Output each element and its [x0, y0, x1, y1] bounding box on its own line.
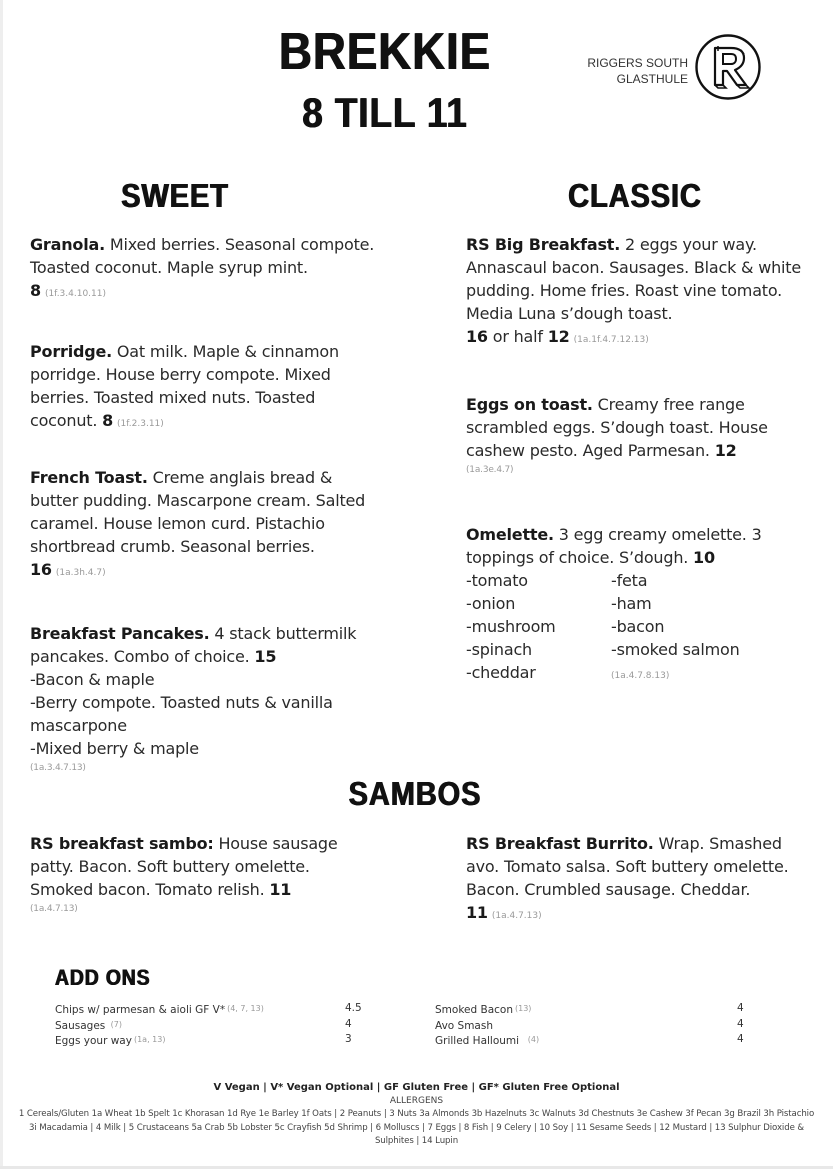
item-name: RS Breakfast Burrito.: [466, 834, 654, 853]
addon-name: Smoked Bacon: [435, 1004, 513, 1016]
menu-item-rs-big-breakfast: [466, 233, 811, 352]
item-price: 11: [269, 880, 292, 899]
menu-item-breakfast-pancakes: [30, 622, 375, 776]
topping-option: -ham: [611, 594, 652, 613]
item-allergens: (1a.3h.4.7): [55, 568, 106, 578]
addons-list-left: [55, 1001, 362, 1048]
addon-allergens: (1a, 13): [133, 1035, 166, 1044]
section-heading-sweet: SWEET: [121, 177, 229, 214]
item-name: Breakfast Pancakes.: [30, 624, 210, 643]
brand-line-2: GLASTHULE: [616, 72, 688, 86]
menu-item-omelette: [466, 523, 811, 688]
item-allergens: (1a.4.7.13): [491, 911, 542, 921]
menu-item-porridge: [30, 340, 375, 436]
page-edge-left: [0, 0, 3, 1169]
price-connector: or half: [487, 327, 548, 346]
combo-option: -Berry compote. Toasted nuts & vanilla mascarpone: [30, 693, 333, 735]
topping-option: -bacon: [611, 617, 665, 636]
item-price: 8: [30, 281, 41, 300]
topping-option: -tomato: [466, 571, 528, 590]
allergens-list: 1 Cereals/Gluten 1a Wheat 1b Spelt 1c Khorasan 1d Rye 1e Barley 1f Oats | 2 Peanuts | 3 Nuts 3a Almonds 3b Hazelnuts 3c Walnuts 3d Chestnuts 3e Cashew 3f Pecan 3g Brazil 3h Pistachio 3i Macadamia | 4 Milk | 5 Crustaceans 5a Crab 5b Lobster 5c Crayfish 5d Shrimp | 6 Molluscs | 7 Eggs | 8 Fish | 9 Celery | 10 Soy | 11 Sesame Seeds | 12 Mustard | 13 Sulphur Dioxide & Sulphites | 14 Lupin: [18, 1109, 815, 1146]
addon-row: [435, 1017, 745, 1033]
item-price: 11: [466, 903, 488, 922]
combo-option: -Mixed berry & maple: [30, 739, 199, 758]
item-price-half: 12: [547, 327, 570, 346]
addon-name: Sausages: [55, 1019, 106, 1032]
addon-allergens: (4, 7, 13): [227, 1004, 264, 1013]
menu-item-rs-breakfast-burrito: [466, 832, 811, 928]
topping-option: -spinach: [466, 640, 532, 659]
topping-option: -smoked salmon: [611, 640, 740, 659]
topping-option: -cheddar: [466, 663, 536, 682]
addon-name: Eggs your way: [55, 1035, 132, 1047]
item-price: 16: [30, 560, 52, 579]
section-heading-sambos: SAMBOS: [348, 775, 482, 812]
menu-footer: [0, 1081, 833, 1149]
item-allergens: (1f.2.3.11): [117, 419, 164, 429]
item-description: 4 stack buttermilk pancakes. Combo of choice.: [30, 624, 357, 666]
section-heading-addons: ADD ONS: [55, 965, 151, 990]
section-heading-classic: CLASSIC: [568, 177, 702, 214]
item-name: French Toast.: [30, 468, 148, 487]
combo-option: -Bacon & maple: [30, 670, 155, 689]
item-allergens: (1a.3e.4.7): [466, 465, 514, 475]
item-allergens: (1a.4.7.8.13): [611, 671, 670, 681]
menu-item-granola: [30, 233, 375, 306]
item-name: Granola.: [30, 235, 105, 254]
addon-row: [435, 1032, 745, 1048]
addon-row: [435, 1001, 745, 1017]
item-name: Omelette.: [466, 525, 554, 544]
item-description: Wrap. Smashed avo. Tomato salsa. Soft buttery omelette. Bacon. Crumbled sausage. Cheddar.: [466, 834, 789, 899]
item-name: RS breakfast sambo:: [30, 834, 214, 853]
menu-hours: 8 TILL 11: [302, 89, 468, 136]
addons-list-right: [435, 1001, 745, 1048]
allergens-heading: ALLERGENS: [389, 1096, 444, 1106]
menu-title: BREKKIE: [278, 23, 492, 81]
item-price: 10: [693, 548, 715, 567]
brand-block: [560, 33, 770, 105]
item-price: 12: [714, 441, 737, 460]
addon-allergens: (4): [527, 1035, 540, 1044]
item-allergens: (1f.3.4.10.11): [44, 289, 106, 299]
item-description: Oat milk. Maple & cinnamon porridge. House berry compote. Mixed berries. Toasted mixed nuts. Toasted coconut.: [30, 342, 339, 430]
addon-row: [55, 1032, 355, 1048]
item-description: House sausage patty. Bacon. Soft buttery omelette. Smoked bacon. Tomato relish.: [30, 834, 338, 899]
addon-price: 4: [345, 1017, 352, 1030]
menu-item-french-toast: [30, 466, 375, 585]
topping-grid: [466, 569, 811, 688]
item-description: Creamy free range scrambled eggs. S’dough toast. House cashew pesto. Aged Parmesan.: [466, 395, 768, 460]
topping-option: -mushroom: [466, 617, 556, 636]
item-name: Eggs on toast.: [466, 395, 593, 414]
item-description: Mixed berries. Seasonal compote. Toasted coconut. Maple syrup mint.: [30, 235, 375, 277]
item-name: Porridge.: [30, 342, 113, 361]
item-price: 15: [254, 647, 277, 666]
addon-row: [55, 1001, 362, 1017]
addon-allergens: (7): [110, 1019, 122, 1029]
item-allergens: (1a.1f.4.7.12.13): [573, 335, 649, 345]
item-description: 3 egg creamy omelette. 3 toppings of choice. S’dough.: [466, 525, 762, 567]
item-allergens: (1a.3.4.7.13): [30, 763, 86, 773]
topping-option: -onion: [466, 594, 516, 613]
addon-row: [55, 1017, 355, 1033]
addon-price: 4: [737, 1002, 744, 1014]
item-allergens: (1a.4.7.13): [30, 904, 78, 914]
addon-price: 4.5: [345, 1002, 362, 1014]
item-description: Creme anglais bread & butter pudding. Mascarpone cream. Salted caramel. House lemon curd. Pistachio shortbread crumb. Seasonal berries.: [30, 468, 366, 556]
addon-name: Avo Smash: [435, 1019, 493, 1032]
dietary-legend: V Vegan | V* Vegan Optional | GF Gluten Free | GF* Gluten Free Optional: [213, 1082, 620, 1093]
item-price: 16: [466, 327, 488, 346]
addon-price: 4: [737, 1033, 744, 1045]
addon-price: 3: [345, 1033, 352, 1045]
menu-item-eggs-on-toast: [466, 393, 811, 478]
addon-allergens: (13): [514, 1004, 532, 1013]
brand-name: [587, 55, 688, 87]
menu-item-rs-breakfast-sambo: [30, 832, 375, 917]
brand-line-1: RIGGERS SOUTH: [587, 56, 688, 70]
addon-name: Grilled Halloumi: [435, 1035, 520, 1047]
r-circle-logo-icon: [694, 33, 762, 101]
item-name: RS Big Breakfast.: [466, 235, 621, 254]
addon-name: Chips w/ parmesan & aioli GF V*: [55, 1004, 226, 1016]
topping-option: -feta: [611, 571, 648, 590]
item-description: 2 eggs your way. Annascaul bacon. Sausages. Black & white pudding. Home fries. Roast vine tomato. Media Luna s’dough toast.: [466, 235, 801, 323]
item-price: 8: [102, 411, 114, 430]
addon-price: 4: [737, 1017, 744, 1030]
